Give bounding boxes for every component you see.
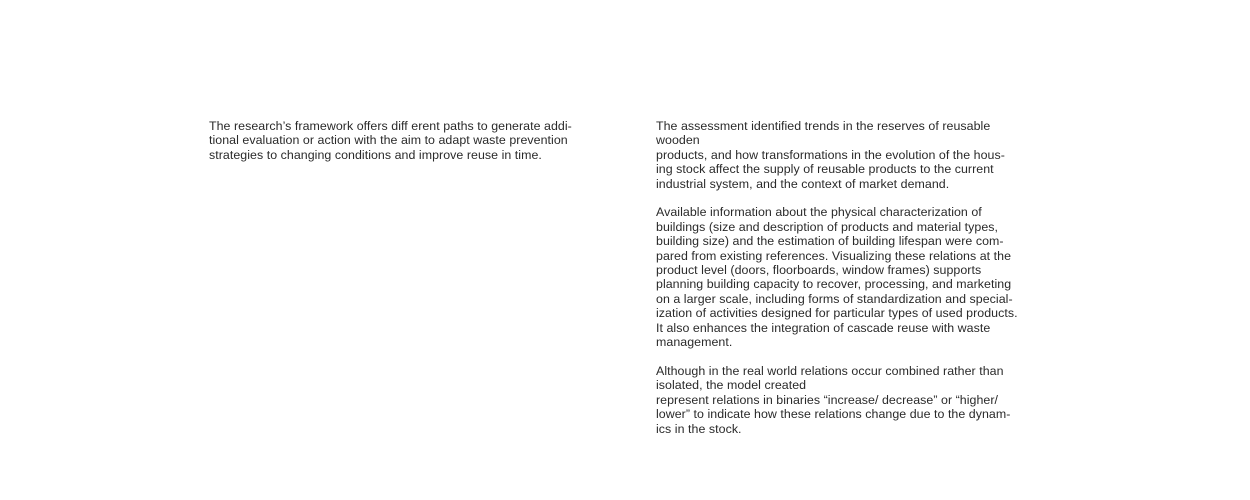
- text-line: strategies to changing conditions and improve reuse in time.: [209, 147, 542, 162]
- text-line: The research’s framework offers diff erent paths to generate addi-: [209, 119, 572, 133]
- text-line: product level (doors, floorboards, window frames) supports: [656, 263, 982, 278]
- text-line: ics in the stock.: [656, 421, 742, 436]
- text-line: Although in the real world relations occur combined rather than: [656, 363, 1004, 378]
- text-line: Available information about the physical characterization of: [656, 205, 982, 220]
- right-paragraph-3: [656, 364, 1036, 436]
- text-line: building size) and the estimation of building lifespan were com-: [656, 234, 1004, 249]
- text-line: buildings (size and description of products and material types,: [656, 219, 999, 234]
- text-line: on a larger scale, including forms of standardization and special-: [656, 291, 1013, 306]
- text-line: isolated, the model created: [656, 378, 807, 393]
- text-line: planning building capacity to recover, processing, and marketing: [656, 277, 1012, 292]
- text-line: represent relations in binaries “increase/ decrease” or “higher/: [656, 392, 999, 407]
- text-line: management.: [656, 335, 733, 350]
- text-line: lower” to indicate how these relations change due to the dynam-: [656, 407, 1011, 422]
- text-line: ing stock affect the supply of reusable products to the current: [656, 162, 994, 177]
- right-text-column: [656, 119, 1036, 436]
- left-text-column: [209, 119, 579, 162]
- text-line: products, and how transformations in the evolution of the hous-: [656, 147, 1005, 162]
- text-line: It also enhances the integration of cascade reuse with waste: [656, 320, 991, 335]
- text-line: The assessment identified trends in the reserves of reusable: [656, 119, 991, 133]
- right-paragraph-2: [656, 205, 1036, 349]
- right-paragraph-1: [656, 119, 1036, 191]
- text-line: wooden: [656, 133, 700, 148]
- text-line: pared from existing references. Visualizing these relations at the: [656, 248, 1012, 263]
- left-paragraph-1: [209, 119, 579, 162]
- text-line: tional evaluation or action with the aim to adapt waste prevention: [209, 133, 568, 148]
- text-line: industrial system, and the context of market demand.: [656, 176, 950, 191]
- text-line: ization of activities designed for particular types of used products.: [656, 306, 1018, 321]
